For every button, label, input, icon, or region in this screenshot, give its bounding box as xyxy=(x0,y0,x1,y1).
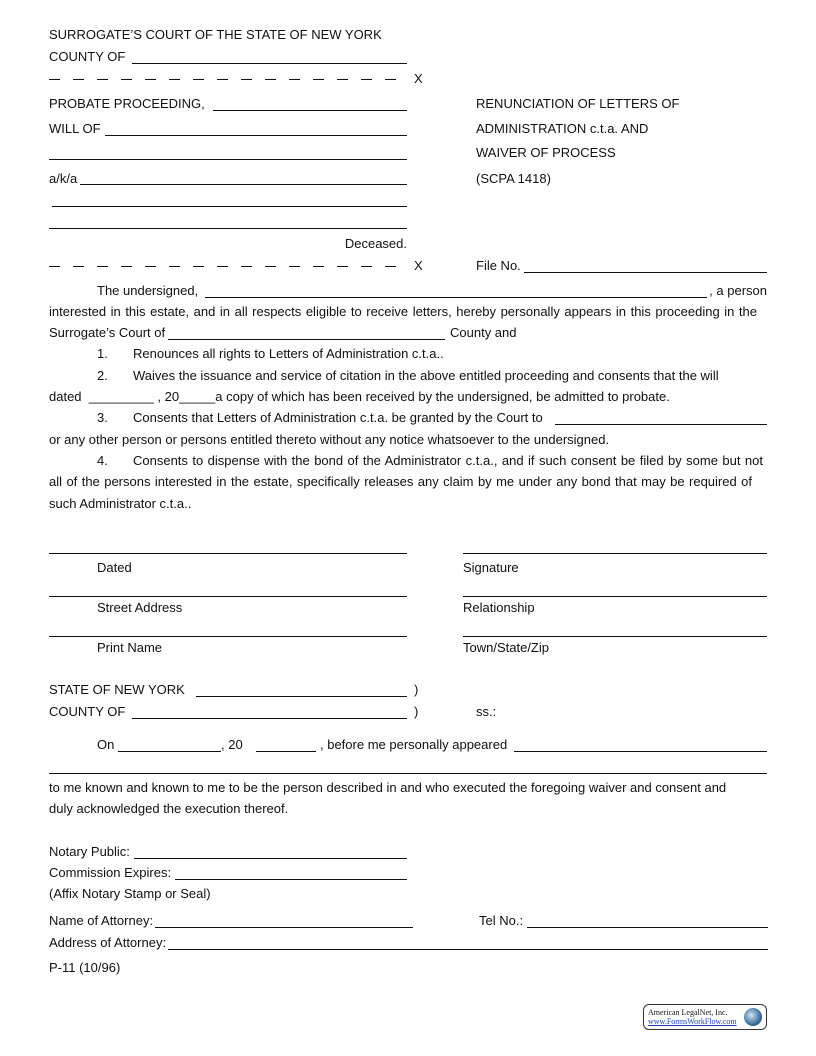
commission-label: Commission Expires: xyxy=(49,865,172,880)
deceased-label: Deceased. xyxy=(344,236,407,251)
court-county-field[interactable] xyxy=(168,339,445,340)
item-text: such Administrator c.t.a.. xyxy=(49,496,192,511)
signature-label: Signature xyxy=(463,560,519,575)
on-label: On xyxy=(97,737,115,752)
file-no-field[interactable] xyxy=(524,272,767,273)
globe-icon xyxy=(744,1008,762,1026)
relationship-label: Relationship xyxy=(463,600,535,615)
item-text: or any other person or persons entitled thereto without any notice whatsoever to the undersigned. xyxy=(49,432,610,447)
form-number: P-11 (10/96) xyxy=(49,960,121,975)
town-state-zip-field[interactable] xyxy=(463,636,767,637)
print-name-field[interactable] xyxy=(49,636,407,637)
affix-note: (Affix Notary Stamp or Seal) xyxy=(49,886,211,901)
logo-url[interactable]: www.FormsWorkFlow.com xyxy=(648,1017,737,1026)
file-no-label: File No. xyxy=(476,258,521,273)
undersigned-name-field[interactable] xyxy=(205,297,707,298)
attorney-name-label: Name of Attorney: xyxy=(49,913,154,928)
paren: ) xyxy=(414,704,419,719)
item-text: Renounces all rights to Letters of Administration c.t.a.. xyxy=(133,346,444,361)
title-line-3: WAIVER OF PROCESS xyxy=(476,145,616,160)
item-text: all of the persons interested in the estate, specifically releases any claim by me under any bond that may be required of xyxy=(49,474,752,489)
venue-county-label: COUNTY OF xyxy=(49,704,126,719)
item-text: Consents to dispense with the bond of the Administrator c.t.a., and if such consent be filed by some but not xyxy=(133,453,763,468)
grantee-field[interactable] xyxy=(555,424,767,425)
caption-divider xyxy=(49,79,407,80)
street-address-label: Street Address xyxy=(97,600,183,615)
body-text: The undersigned, xyxy=(97,283,199,298)
court-heading: SURROGATE’S COURT OF THE STATE OF NEW YORK xyxy=(49,27,382,42)
paren: ) xyxy=(414,682,419,697)
tel-label: Tel No.: xyxy=(479,913,524,928)
will-of-label: WILL OF xyxy=(49,121,101,136)
year-label: , 20 xyxy=(221,737,243,752)
ack-year-field[interactable] xyxy=(256,751,316,752)
signature-field[interactable] xyxy=(463,553,767,554)
ack-text: duly acknowledged the execution thereof. xyxy=(49,801,289,816)
appeared-name-field-2[interactable] xyxy=(49,773,767,774)
commission-field[interactable] xyxy=(175,879,407,880)
caption-divider-bottom xyxy=(49,266,407,267)
item-number: 4. xyxy=(97,453,108,468)
attorney-name-field[interactable] xyxy=(155,927,413,928)
ack-date-field[interactable] xyxy=(118,751,221,752)
body-text: , a person xyxy=(709,283,767,298)
body-text: interested in this estate, and in all respects eligible to receive letters, hereby personally appears in this proceeding in the xyxy=(49,304,757,319)
appeared-name-field[interactable] xyxy=(514,751,767,752)
county-label: COUNTY OF xyxy=(49,49,126,64)
caption-x: X xyxy=(414,71,423,86)
dated-label: Dated xyxy=(97,560,132,575)
aka-field-2[interactable] xyxy=(52,206,407,207)
tel-field[interactable] xyxy=(527,927,768,928)
attorney-address-field[interactable] xyxy=(168,949,768,950)
item-number: 3. xyxy=(97,410,108,425)
appeared-label: , before me personally appeared xyxy=(320,737,508,752)
title-line-1: RENUNCIATION OF LETTERS OF xyxy=(476,96,680,111)
ss-label: ss.: xyxy=(476,704,497,719)
will-of-field[interactable] xyxy=(105,135,407,136)
print-name-label: Print Name xyxy=(97,640,163,655)
venue-county-field[interactable] xyxy=(132,718,407,719)
body-text: County and xyxy=(450,325,517,340)
logo-company: American LegalNet, Inc. xyxy=(648,1008,728,1017)
ack-text: to me known and known to me to be the person described in and who executed the foregoing waiver and consent and xyxy=(49,780,727,795)
caption-x-bottom: X xyxy=(414,258,423,273)
item-number: 2. xyxy=(97,368,108,383)
notary-public-field[interactable] xyxy=(134,858,407,859)
aka-label: a/k/a xyxy=(49,171,78,186)
relationship-field[interactable] xyxy=(463,596,767,597)
will-of-field-2[interactable] xyxy=(49,159,407,160)
item-text: dated _________ , 20_____a copy of which has been received by the undersigned, be admitted to probate. xyxy=(49,389,670,404)
street-address-field[interactable] xyxy=(49,596,407,597)
body-text: Surrogate’s Court of xyxy=(49,325,166,340)
county-field[interactable] xyxy=(132,63,407,64)
aka-field[interactable] xyxy=(80,184,407,185)
publisher-logo[interactable] xyxy=(643,1004,767,1030)
title-line-2: ADMINISTRATION c.t.a. AND xyxy=(476,121,649,136)
notary-public-label: Notary Public: xyxy=(49,844,130,859)
aka-field-3[interactable] xyxy=(49,228,407,229)
venue-state-label: STATE OF NEW YORK xyxy=(49,682,185,697)
item-number: 1. xyxy=(97,346,108,361)
dated-field[interactable] xyxy=(49,553,407,554)
attorney-address-label: Address of Attorney: xyxy=(49,935,167,950)
probate-field[interactable] xyxy=(213,110,407,111)
probate-label: PROBATE PROCEEDING, xyxy=(49,96,205,111)
venue-state-field[interactable] xyxy=(196,696,407,697)
item-text: Consents that Letters of Administration c.t.a. be granted by the Court to xyxy=(133,410,543,425)
title-line-4: (SCPA 1418) xyxy=(476,171,551,186)
town-state-zip-label: Town/State/Zip xyxy=(463,640,549,655)
item-text: Waives the issuance and service of citation in the above entitled proceeding and consents that the will xyxy=(133,368,719,383)
